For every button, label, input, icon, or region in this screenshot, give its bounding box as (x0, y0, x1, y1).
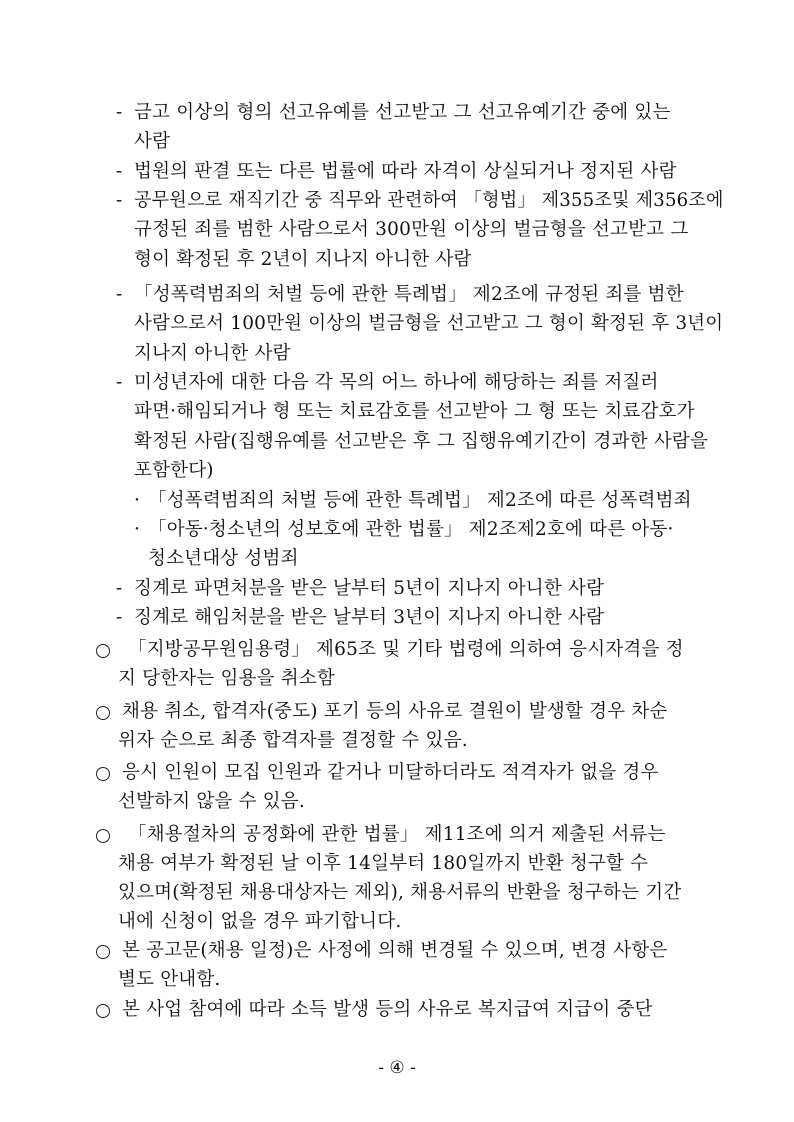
circle-bullet-icon (96, 829, 110, 843)
dash-marker: - (116, 102, 123, 123)
dash-marker: - (116, 190, 123, 211)
page-number: - ④ - (378, 1058, 416, 1078)
notice-line: 「채용절차의 공정화에 관한 법률」 제11조에 의거 제출된 서류는 (128, 824, 666, 845)
list-item-line: 금고 이상의 형의 선고유예를 선고받고 그 선고유예기간 중에 있는 (134, 102, 671, 123)
sub-item-line: 청소년대상 성범죄 (148, 548, 299, 569)
list-item-line: 징계로 해임처분을 받은 날부터 3년이 지나지 아니한 사람 (134, 607, 605, 628)
notice-line: 별도 안내함. (118, 969, 221, 990)
list-item-line: 규정된 죄를 범한 사람으로서 300만원 이상의 벌금형을 선고받고 그 (134, 219, 689, 240)
circle-bullet-icon (96, 644, 110, 658)
circle-bullet-icon (96, 767, 110, 781)
dash-marker: - (116, 607, 123, 628)
list-item-line: 포함한다) (134, 460, 214, 481)
list-item-line: 형이 확정된 후 2년이 지나지 아니한 사람 (134, 249, 472, 270)
list-item-line: 지나지 아니한 사람 (134, 343, 291, 364)
dash-marker: - (116, 161, 123, 182)
list-item-line: 징계로 파면처분을 받은 날부터 5년이 지나지 아니한 사람 (134, 578, 605, 599)
dash-marker: - (116, 372, 123, 393)
notice-line: 있으며(확정된 채용대상자는 제외), 채용서류의 반환을 청구하는 기간 (118, 882, 682, 903)
list-item-line: 사람으로서 100만원 이상의 벌금형을 선고받고 그 형이 확정된 후 3년이 (134, 313, 724, 334)
list-item-line: 미성년자에 대한 다음 각 목의 어느 하나에 해당하는 죄를 저질러 (134, 372, 659, 393)
notice-line: 본 사업 참여에 따라 소득 발생 등의 사유로 복지급여 지급이 중단 (122, 999, 653, 1020)
dash-marker: - (116, 284, 123, 305)
notice-line: 위자 순으로 최종 합격자를 결정할 수 있음. (118, 730, 468, 751)
notice-line: 채용 취소, 합격자(중도) 포기 등의 사유로 결원이 발생할 경우 차순 (122, 701, 668, 722)
notice-line: 「지방공무원임용령」 제65조 및 기타 법령에 의하여 응시자격을 정 (128, 639, 684, 660)
sub-item-line: 「아동·청소년의 성보호에 관한 법률」 제2조제2호에 따른 아동· (148, 519, 674, 540)
circle-bullet-icon (96, 945, 110, 959)
notice-line: 내에 신청이 없을 경우 파기합니다. (118, 911, 402, 932)
list-item-line: 「성폭력범죄의 처벌 등에 관한 특례법」 제2조에 규정된 죄를 범한 (134, 284, 684, 305)
notice-line: 지 당한자는 임용을 취소함 (118, 668, 336, 689)
circle-bullet-icon (96, 1004, 110, 1018)
list-item-line: 법원의 판결 또는 다른 법률에 따라 자격이 상실되거나 정지된 사람 (134, 161, 677, 182)
list-item-line: 공무원으로 재직기간 중 직무와 관련하여 「형법」 제355조및 제356조에 (134, 190, 724, 211)
notice-line: 채용 여부가 확정된 날 이후 14일부터 180일까지 반환 청구할 수 (118, 853, 649, 874)
dash-marker: - (116, 578, 123, 599)
list-item-line: 파면·해임되거나 형 또는 치료감호를 선고받아 그 형 또는 치료감호가 (134, 401, 695, 422)
notice-line: 본 공고문(채용 일정)은 사정에 의해 변경될 수 있으며, 변경 사항은 (122, 940, 668, 961)
dot-marker: · (134, 490, 140, 511)
dot-marker: · (134, 519, 140, 540)
list-item-line: 확정된 사람(집행유예를 선고받은 후 그 집행유예기간이 경과한 사람을 (134, 431, 709, 452)
circle-bullet-icon (96, 706, 110, 720)
list-item-line: 사람 (134, 131, 171, 152)
notice-line: 선발하지 않을 수 있음. (118, 791, 305, 812)
notice-line: 응시 인원이 모집 인원과 같거나 미달하더라도 적격자가 없을 경우 (122, 762, 659, 783)
sub-item-line: 「성폭력범죄의 처벌 등에 관한 특례법」 제2조에 따른 성폭력범죄 (148, 490, 692, 511)
